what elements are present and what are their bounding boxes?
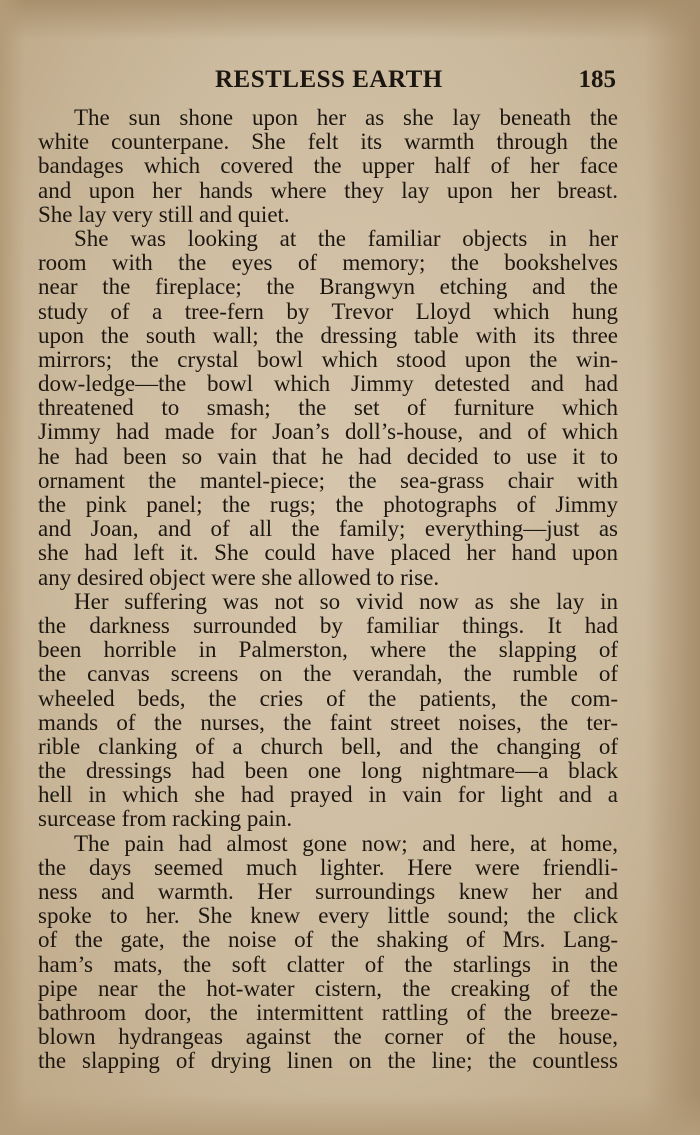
text-line: ness and warmth. Her surroundings knew her and — [38, 879, 618, 904]
text-line: ornament the mantel-piece; the sea-grass chair with — [38, 467, 618, 493]
text-line: she had left it. She could have placed her hand upon — [38, 540, 618, 566]
text-line: he had been so vain that he had decided to use it to — [38, 443, 618, 469]
text-line: near the fireplace; the Brangwyn etching and the — [38, 274, 618, 300]
text-line: Jimmy had made for Joan’s doll’s-house, and of which — [38, 419, 618, 445]
text-line: the dressings had been one long nightmare—a black — [38, 758, 618, 784]
page-edge-bottom — [0, 1095, 700, 1135]
text-line: hell in which she had prayed in vain for light and a — [38, 782, 618, 808]
text-line: of the gate, the noise of the shaking of Mrs. Lang- — [38, 927, 618, 953]
text-line: the pink panel; the rugs; the photographs of Jimmy — [38, 492, 618, 517]
text-line: The sun shone upon her as she lay beneath the — [74, 105, 618, 130]
text-line: pipe near the hot-water cistern, the creaking of the — [38, 975, 618, 1001]
text-line: surcease from racking pain. — [38, 806, 293, 832]
running-head: RESTLESS EARTH — [215, 66, 443, 93]
text-line: The pain had almost gone now; and here, at home, — [74, 830, 618, 856]
text-line: wheeled beds, the cries of the patients, the com- — [38, 685, 618, 711]
text-line: spoke to her. She knew every little sound; the click — [38, 903, 618, 929]
text-line: any desired object were she allowed to rise. — [38, 564, 440, 590]
text-line: upon the south wall; the dressing table with its three — [38, 322, 618, 348]
text-line: the darkness surrounded by familiar things. It had — [38, 612, 618, 638]
text-line: the days seemed much lighter. Here were friendli- — [38, 854, 618, 880]
text-line: the slapping of drying linen on the line; the countless — [38, 1048, 618, 1074]
text-line: She lay very still and quiet. — [38, 201, 290, 227]
text-line: and upon her hands where they lay upon her breast. — [38, 177, 618, 203]
text-line: the canvas screens on the verandah, the rumble of — [38, 661, 618, 687]
text-line: mands of the nurses, the faint street noises, the ter- — [38, 709, 618, 735]
text-line: bandages which covered the upper half of her face — [38, 153, 618, 179]
page-header — [40, 66, 620, 100]
text-line: white counterpane. She felt its warmth through the — [38, 129, 618, 155]
text-line: rible clanking of a church bell, and the changing of — [38, 733, 618, 759]
body-text — [38, 106, 618, 1074]
text-line: room with the eyes of memory; the bookshelves — [38, 250, 618, 276]
text-line: and Joan, and of all the family; everything—just as — [38, 516, 618, 542]
text-line: dow-ledge—the bowl which Jimmy detested and had — [38, 371, 618, 397]
text-line: blown hydrangeas against the corner of the house, — [38, 1024, 618, 1050]
text-line: ham’s mats, the soft clatter of the starlings in the — [38, 951, 618, 977]
text-line: been horrible in Palmerston, where the slapping of — [38, 637, 618, 663]
page-number: 185 — [578, 66, 616, 93]
text-line: threatened to smash; the set of furniture which — [38, 395, 618, 421]
page-edge-left — [0, 0, 25, 1135]
text-line: mirrors; the crystal bowl which stood upon the win- — [38, 346, 618, 372]
text-line: study of a tree-fern by Trevor Lloyd which hung — [38, 298, 618, 324]
page-edge-top — [0, 0, 700, 40]
text-line: Her suffering was not so vivid now as she lay in — [74, 588, 618, 614]
text-line: She was looking at the familiar objects in her — [74, 225, 618, 251]
page-edge-right — [645, 0, 700, 1135]
text-line: bathroom door, the intermittent rattling of the breeze- — [38, 999, 618, 1025]
